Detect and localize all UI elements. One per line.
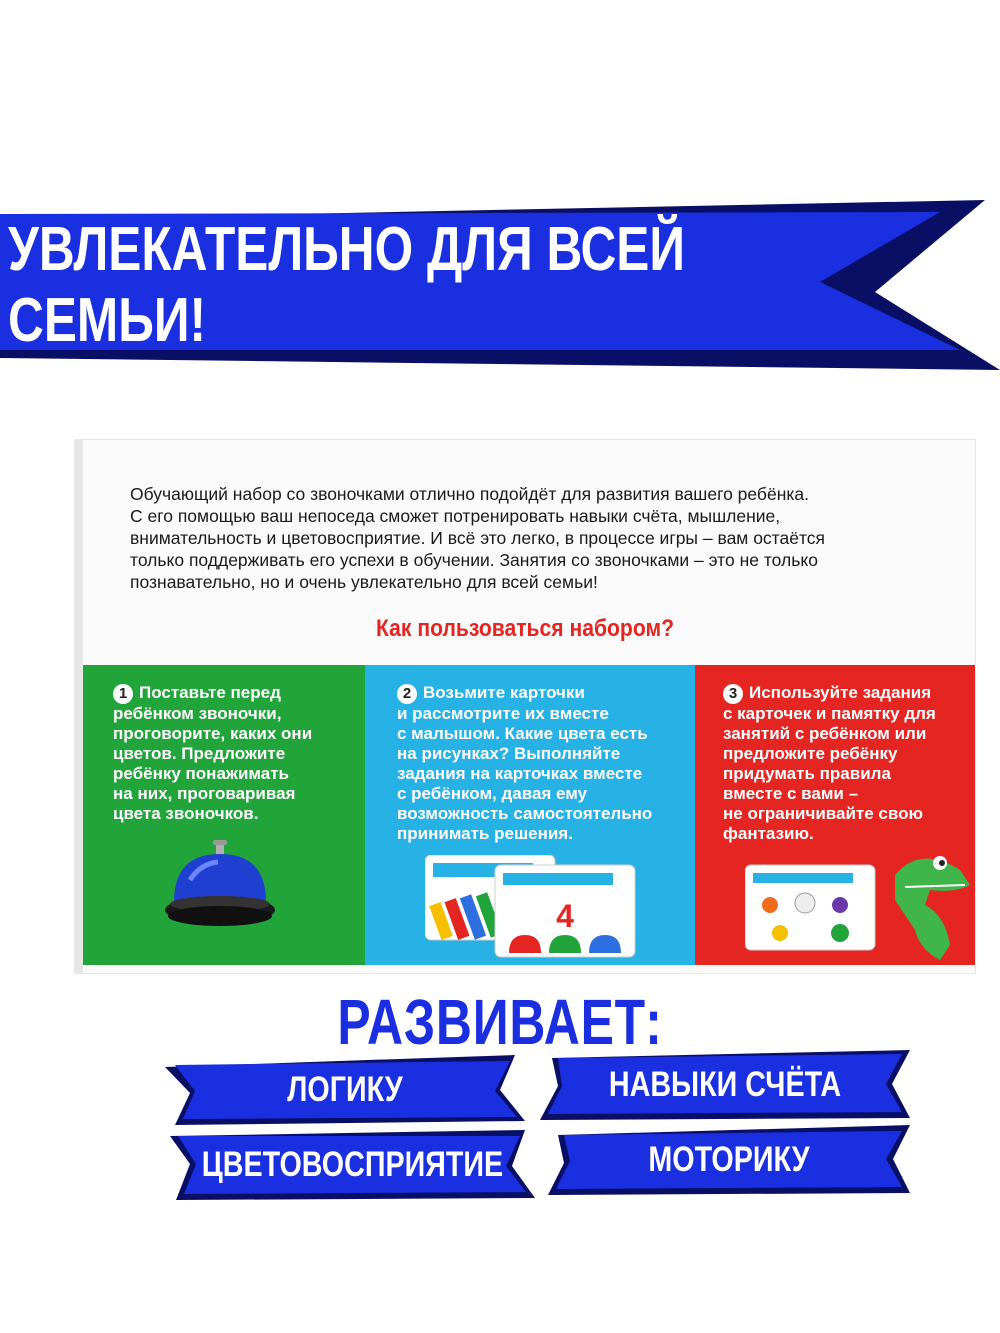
step-line: Поставьте перед <box>139 683 281 702</box>
intro-line: только поддерживать его успехи в обучении. Занятия со звоночками – это не только <box>130 550 818 570</box>
step-line: фантазию. <box>723 824 814 843</box>
bell-image <box>160 840 280 940</box>
tag-label: ЛОГИКУ <box>287 1070 403 1109</box>
step-number: 2 <box>397 684 417 704</box>
step-line: и рассмотрите их вместе <box>397 704 609 723</box>
step-3-text <box>723 683 936 844</box>
step-number: 3 <box>723 684 743 704</box>
intro-text <box>130 483 930 593</box>
intro-line: познавательно, но и очень увлекательно для всей семьи! <box>130 572 598 592</box>
step-line: с малышом. Какие цвета есть <box>397 724 648 743</box>
step-line: проговорите, каких они <box>113 724 313 743</box>
step-1-text <box>113 683 312 824</box>
step-line: с ребёнком, давая ему <box>397 784 588 803</box>
step-line: ребёнку понажимать <box>113 764 289 783</box>
step-line: на рисунках? Выполняйте <box>397 744 621 763</box>
step-line: вместе с вами – <box>723 784 859 803</box>
step-line: придумать правила <box>723 764 891 783</box>
step-line: задания на карточках вместе <box>397 764 643 783</box>
cards-image <box>425 855 655 965</box>
box-edge <box>75 440 83 973</box>
tag-counting <box>540 1050 910 1120</box>
step-line: на них, проговаривая <box>113 784 296 803</box>
step-line: занятий с ребёнком или <box>723 724 927 743</box>
howto-title: Как пользоваться набором? <box>376 615 674 642</box>
tag-logic <box>165 1055 525 1125</box>
step-panel-1 <box>75 665 365 965</box>
step-line: возможность самостоятельно <box>397 804 653 823</box>
hero-title: УВЛЕКАТЕЛЬНО ДЛЯ ВСЕЙ СЕМЬИ! <box>8 215 686 355</box>
card-and-crocodile-image <box>745 845 975 965</box>
step-panel-3 <box>695 665 975 965</box>
tag-color-perception <box>170 1130 535 1200</box>
tag-label: НАВЫКИ СЧЁТА <box>608 1065 842 1104</box>
tag-label: МОТОРИКУ <box>648 1140 810 1179</box>
step-line: Возьмите карточки <box>423 683 585 702</box>
step-line: с карточек и памятку для <box>723 704 936 723</box>
step-line: принимать решения. <box>397 824 573 843</box>
step-line: цветов. Предложите <box>113 744 286 763</box>
step-line: не ограничивайте свою <box>723 804 924 823</box>
step-2-text <box>397 683 652 844</box>
card-number: 4 <box>556 898 574 934</box>
intro-line: С его помощью ваш непоседа сможет потренировать навыки счёта, мышление, <box>130 506 781 526</box>
step-line: предложите ребёнку <box>723 744 898 763</box>
intro-line: Обучающий набор со звоночками отлично подойдёт для развития вашего ребёнка. <box>130 484 809 504</box>
tag-label: ЦВЕТОВОСПРИЯТИЕ <box>201 1145 504 1184</box>
develops-title: РАЗВИВАЕТ: <box>337 986 663 1058</box>
step-line: ребёнком звоночки, <box>113 704 282 723</box>
instruction-box <box>75 440 975 973</box>
tag-motor-skills <box>548 1125 910 1195</box>
step-line: Используйте задания <box>749 683 932 702</box>
intro-line: внимательность и цветовосприятие. И всё это легко, в процессе игры – вам остаётся <box>130 528 826 548</box>
step-panel-2 <box>365 665 695 965</box>
step-line: цвета звоночков. <box>113 804 259 823</box>
hero-ribbon <box>0 200 1000 370</box>
step-number: 1 <box>113 684 133 704</box>
